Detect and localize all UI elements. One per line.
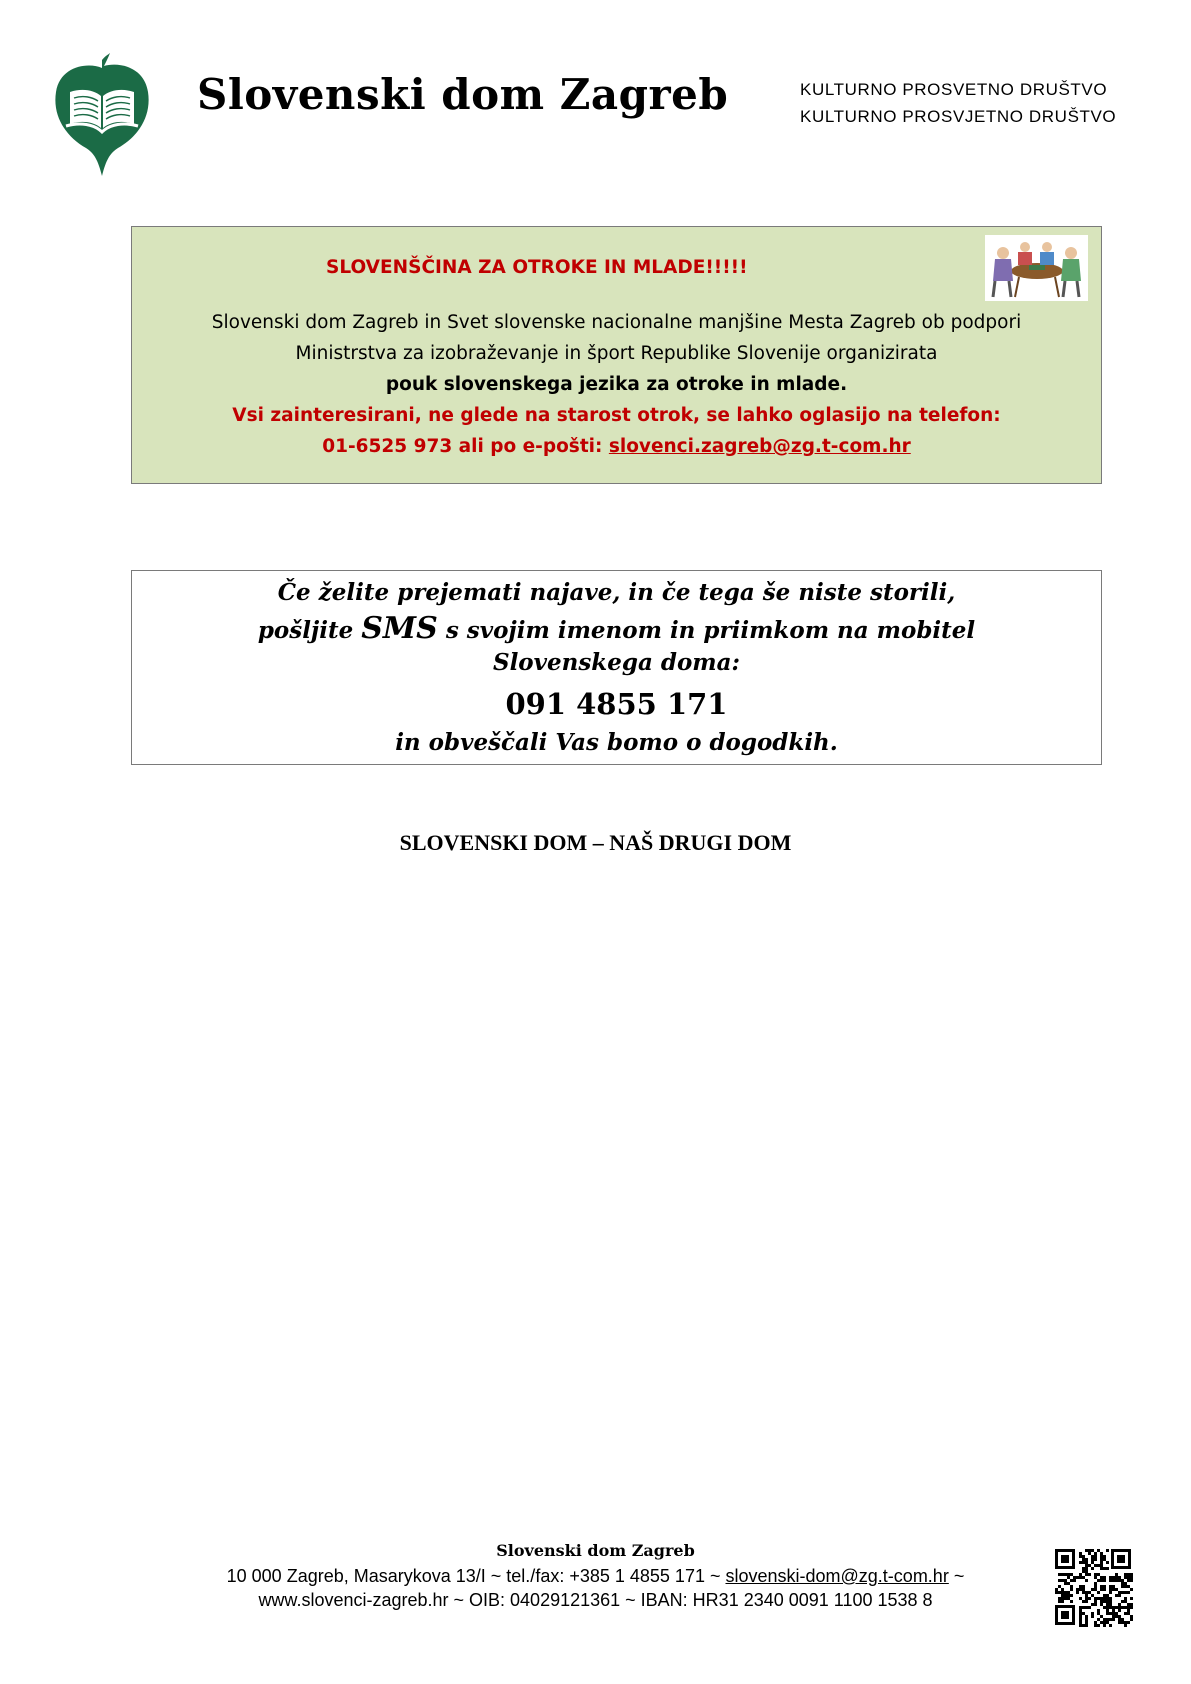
sms-line-2: [132, 611, 1101, 646]
course-name: pouk slovenskega jezika za otroke in mlade: [385, 374, 841, 395]
announcement-line-3: [132, 369, 1101, 400]
contact-email-link[interactable]: slovenci.zagreb@zg.t-com.hr: [608, 436, 911, 457]
sms-line-5: in obveščali Vas bomo o dogodkih.: [395, 729, 838, 756]
footer-contact-line: [0, 1566, 1191, 1587]
announcement-body: [132, 307, 1101, 462]
sms-line-3: Slovenskega doma:: [492, 649, 741, 676]
green-leaf-book-logo: [52, 52, 152, 178]
announcement-line-2: Ministrstva za izobraževanje in šport Republike Slovenije organizirata: [295, 343, 938, 364]
footer-organization-name: Slovenski dom Zagreb: [496, 1541, 695, 1560]
footer-email-link[interactable]: slovenski-dom@zg.t-com.hr: [725, 1566, 949, 1586]
motto: SLOVENSKI DOM – NAŠ DRUGI DOM: [399, 830, 792, 855]
language-course-announcement: [131, 226, 1102, 484]
announcement-line-4: Vsi zainteresirani, ne glede na starost otrok, se lahko oglasijo na telefon:: [232, 405, 1001, 426]
organization-name: Slovenski dom Zagreb: [197, 70, 729, 119]
footer-email-suffix: ~: [948, 1566, 965, 1586]
people-playing-board-game-illustration: [985, 235, 1088, 301]
organization-type-line-1: KULTURNO PROSVETNO DRUŠTVO: [800, 80, 1108, 99]
announcement-line-5: [132, 431, 1101, 462]
footer-address: 10 000 Zagreb, Masarykova 13/I ~ tel./fax: +385 1 4855 171 ~: [226, 1566, 726, 1586]
organization-type: [800, 76, 1116, 130]
qr-code-icon: [1053, 1547, 1133, 1627]
announcement-line-1: Slovenski dom Zagreb in Svet slovenske nacionalne manjšine Mesta Zagreb ob podpori: [211, 312, 1022, 333]
organization-type-line-2: KULTURNO PROSVJETNO DRUŠTVO: [800, 107, 1117, 126]
sms-keyword: SMS: [361, 611, 438, 646]
announcement-title: SLOVENŠČINA ZA OTROKE IN MLADE!!!!!: [326, 257, 748, 278]
contact-phone-text: 01-6525 973 ali po e-pošti:: [322, 436, 609, 457]
sms-line-2-before: pošljite: [257, 617, 362, 644]
sms-phone-number: 091 4855 171: [505, 687, 728, 721]
sms-line-1: Če želite prejemati najave, in če tega še niste storili,: [277, 579, 956, 606]
course-name-period: .: [840, 374, 848, 395]
sms-line-2-after: s svojim imenom in priimkom na mobitel: [437, 617, 976, 644]
footer-registration-line: www.slovenci-zagreb.hr ~ OIB: 04029121361 ~ IBAN: HR31 2340 0091 1100 1538 8: [258, 1590, 933, 1610]
sms-subscription-box: [131, 570, 1102, 765]
